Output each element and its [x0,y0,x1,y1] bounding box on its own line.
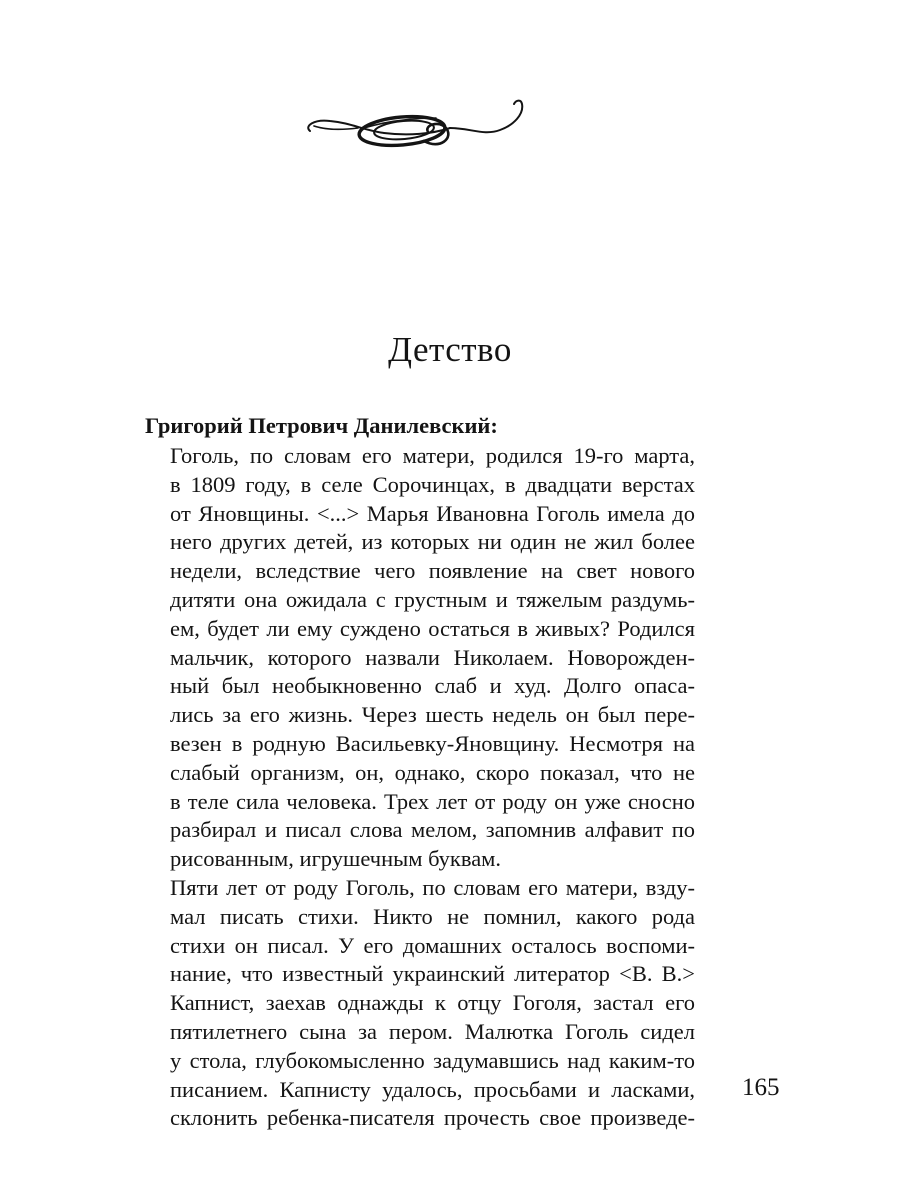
text-line: в 1809 году, в селе Сорочинцах, в двадцати верстах [170,471,695,497]
text-line: дитяти она ожидала с грустным и тяжелым раздумь- [170,586,695,612]
text-line: рисованным, игрушечным буквам. [170,846,502,872]
text-line: в теле сила человека. Трех лет от роду он уже сносно [170,788,695,814]
text-line: склонить ребенка-писателя прочесть свое произведе- [170,1105,695,1131]
body-text [170,442,695,1133]
text-line: слабый организм, он, однако, скоро показал, что не [170,759,695,785]
text-line: у стола, глубокомысленно задумавшись над каким-то [170,1047,695,1073]
text-line: Пяти лет от роду Гоголь, по словам его матери, взду- [170,874,695,900]
text-line: Гоголь, по словам его матери, родился 19-го марта, [170,443,695,468]
speaker-name: Григорий Петрович Данилевский: [145,413,498,438]
text-line: от Яновщины. <...> Марья Ивановна Гоголь имела до [170,500,695,526]
text-line: Капнист, заехав однажды к отцу Гоголя, застал его [170,990,695,1016]
page-number: 165 [742,1074,780,1101]
text-line: пятилетнего сына за пером. Малютка Гоголь сидел [170,1018,695,1044]
text-line: него других детей, из которых ни один не жил более [170,529,695,555]
text-line: ем, будет ли ему суждено остаться в живых? Родился [170,615,695,641]
text-line: ный был необыкновенно слаб и худ. Долго опаса- [170,673,695,699]
text-line: лись за его жизнь. Через шесть недель он был пере- [170,702,695,728]
text-line: стихи он писал. У его домашних осталось воспоми- [170,932,695,958]
flourish-ornament-icon [300,92,530,162]
chapter-title: Детство [388,330,512,369]
text-line: везен в родную Васильевку-Яновщину. Несмотря на [170,730,695,756]
text-line: писанием. Капнисту удалось, просьбами и ласками, [170,1076,695,1102]
text-line: нание, что известный украинский литератор <В. В.> [170,961,695,987]
text-line: мальчик, которого назвали Николаем. Новорожден- [170,644,695,670]
text-line: разбирал и писал слова мелом, запомнив алфавит по [170,817,695,843]
text-line: мал писать стихи. Никто не помнил, какого рода [170,903,695,929]
text-line: недели, вследствие чего появление на свет нового [170,558,695,584]
